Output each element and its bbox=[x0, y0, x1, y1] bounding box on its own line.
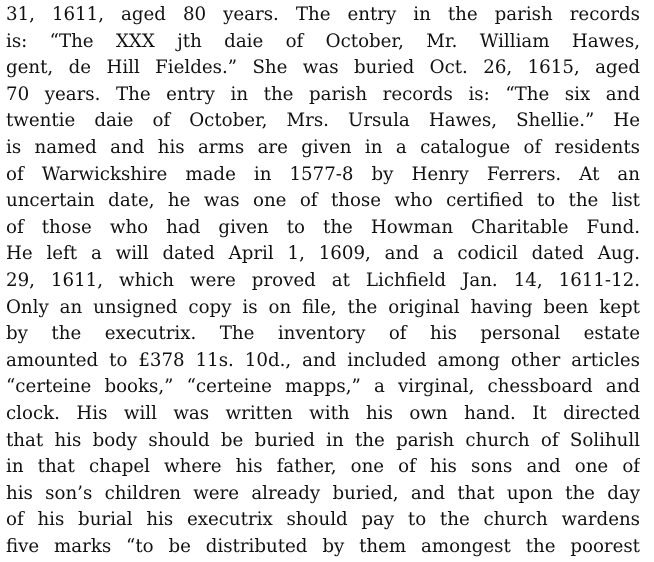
text-line: 31, 1611, aged 80 years. The entry in the parish records bbox=[6, 4, 640, 25]
text-line: amounted to £378 11s. 10d., and included among other articles bbox=[6, 349, 640, 371]
text-line: of those who had given to the Howman Charitable Fund. bbox=[6, 216, 640, 238]
text-line: “certeine books,” “certeine mapps,” a virginal, chessboard and bbox=[6, 376, 640, 398]
text-line: He left a will dated April 1, 1609, and a codicil dated Aug. bbox=[6, 243, 640, 265]
text-line: twentie daie of October, Mrs. Ursula Hawes, Shellie.” He bbox=[6, 110, 640, 132]
text-line: by the executrix. The inventory of his personal estate bbox=[6, 323, 640, 345]
text-line: in that chapel where his father, one of his sons and one of bbox=[6, 456, 640, 478]
text-line: Only an unsigned copy is on file, the original having been kept bbox=[6, 296, 640, 318]
text-line: of Warwickshire made in 1577-8 by Henry Ferrers. At an bbox=[6, 163, 640, 185]
text-line: that his body should be buried in the parish church of Solihull bbox=[6, 429, 640, 451]
text-line: is named and his arms are given in a catalogue of residents bbox=[6, 136, 640, 158]
document-page bbox=[6, 2, 640, 560]
text-line: five marks “to be distributed by them amongest the poorest bbox=[6, 535, 640, 557]
text-line: is: “The XXX jth daie of October, Mr. William Hawes, bbox=[6, 30, 640, 52]
text-line: uncertain date, he was one of those who certified to the list bbox=[6, 190, 640, 212]
text-line: 70 years. The entry in the parish records is: “The six and bbox=[6, 83, 640, 105]
text-line: gent, de Hill Fieldes.” She was buried Oct. 26, 1615, aged bbox=[6, 57, 640, 79]
text-line: clock. His will was written with his own hand. It directed bbox=[6, 402, 640, 424]
text-line: his son’s children were already buried, and that upon the day bbox=[6, 482, 640, 504]
text-line: 29, 1611, which were proved at Lichfield Jan. 14, 1611-12. bbox=[6, 269, 640, 291]
text-line: of his burial his executrix should pay to the church wardens bbox=[6, 509, 640, 531]
